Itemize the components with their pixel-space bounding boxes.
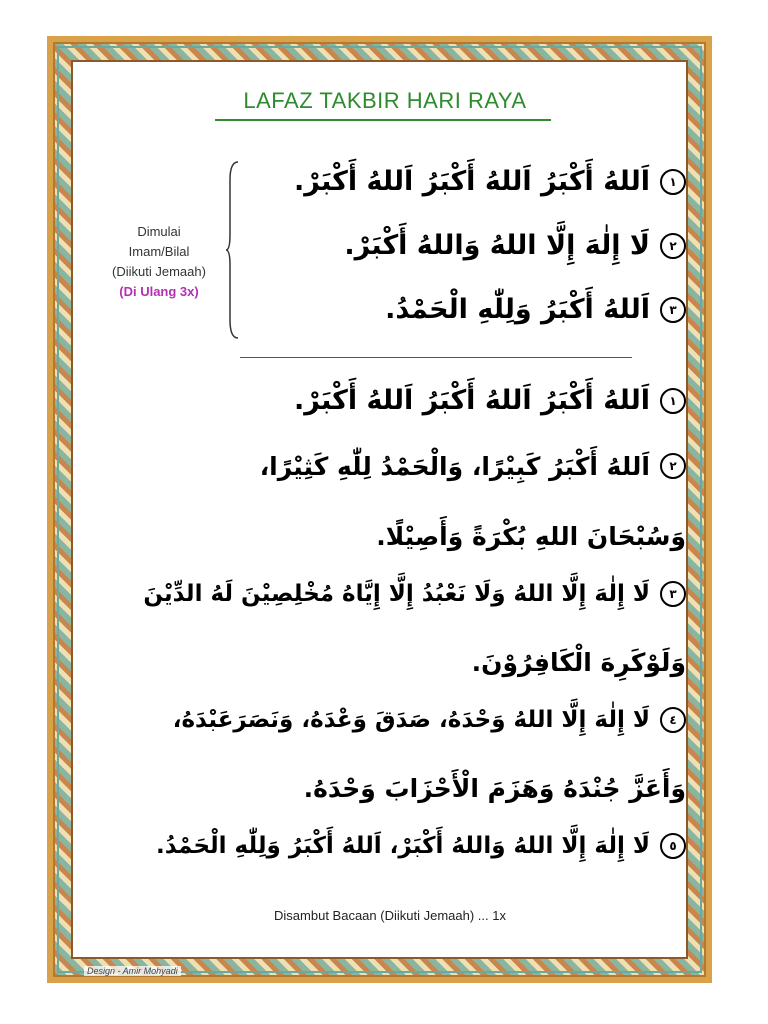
arabic-verse-text: لَا إِلٰهَ إِلَّا اللهُ وَلَا نَعْبُدُ إِلَّا إِيَّاهُ مُخْلِصِيْنَ لَهُ الدِّيْنَ xyxy=(143,580,650,607)
arabic-verse-text: اَللهُ أَكْبَرُ كَبِيْرًا، وَالْحَمْدُ لِلّٰهِ كَثِيْرًا، xyxy=(259,451,650,481)
verse-number-badge: ٢ xyxy=(660,233,686,259)
section2-verse-1 xyxy=(294,384,686,416)
arabic-verse-text: لَا إِلٰهَ إِلَّا اللهُ وَحْدَهُ، صَدَقَ وَعْدَهُ، وَنَصَرَعَبْدَهُ، xyxy=(172,706,650,733)
section2-verse-4 xyxy=(173,706,686,733)
side-note xyxy=(86,222,232,302)
section1-verse-3 xyxy=(385,293,686,325)
arabic-verse-text: وَسُبْحَانَ اللهِ بُكْرَةً وَأَصِيْلًا. xyxy=(376,521,686,551)
title-underline xyxy=(215,119,551,121)
verse-number-badge: ٤ xyxy=(660,707,686,733)
verse-number-badge: ١ xyxy=(660,388,686,414)
section2-verse-2-cont xyxy=(376,520,686,551)
side-note-repeat: (Di Ulang 3x) xyxy=(119,284,199,299)
arabic-verse-text: لَا إِلٰهَ إِلَّا اللهُ وَاللهُ أَكْبَرْ، اَللهُ أَكْبَرُ وَلِلّٰهِ الْحَمْدُ. xyxy=(156,832,650,859)
section2-verse-3-cont xyxy=(472,646,686,677)
page-title: LAFAZ TAKBIR HARI RAYA xyxy=(243,88,527,113)
section2-verse-3 xyxy=(143,580,686,607)
verse-number-badge: ٣ xyxy=(660,581,686,607)
side-note-line-2: Imam/Bilal xyxy=(128,244,190,259)
section1-verse-2 xyxy=(344,229,686,261)
section2-verse-4-cont xyxy=(304,772,686,803)
arabic-verse-text: وَأَعَزَّ جُنْدَهُ وَهَزَمَ الْأَحْزَابَ وَحْدَهُ. xyxy=(303,773,686,803)
arabic-verse-text: اَللهُ أَكْبَرُ وَلِلّٰهِ الْحَمْدُ. xyxy=(385,294,650,325)
footer-instruction: Disambut Bacaan (Diikuti Jemaah) ... 1x xyxy=(274,908,506,923)
verse-number-badge: ٣ xyxy=(660,297,686,323)
arabic-verse-text: لَا إِلٰهَ إِلَّا اللهُ وَاللهُ أَكْبَرْ. xyxy=(344,230,650,261)
side-note-line-1: Dimulai xyxy=(137,224,181,239)
section-divider xyxy=(240,357,632,358)
arabic-verse-text: وَلَوْكَرِهَ الْكَافِرُوْنَ. xyxy=(471,647,686,677)
section2-verse-5 xyxy=(156,832,686,859)
design-credit: Design - Amir Mohyadi xyxy=(84,966,181,976)
section2-verse-2 xyxy=(260,450,686,481)
verse-number-badge: ٢ xyxy=(660,453,686,479)
verse-number-badge: ٥ xyxy=(660,833,686,859)
verse-number-badge: ١ xyxy=(660,169,686,195)
section1-verse-1 xyxy=(294,165,686,197)
side-note-line-3: (Diikuti Jemaah) xyxy=(112,264,206,279)
arabic-verse-text: اَللهُ أَكْبَرُ اَللهُ أَكْبَرُ اَللهُ أَكْبَرْ. xyxy=(294,166,650,197)
arabic-verse-text: اَللهُ أَكْبَرُ اَللهُ أَكْبَرُ اَللهُ أَكْبَرْ. xyxy=(294,385,650,416)
